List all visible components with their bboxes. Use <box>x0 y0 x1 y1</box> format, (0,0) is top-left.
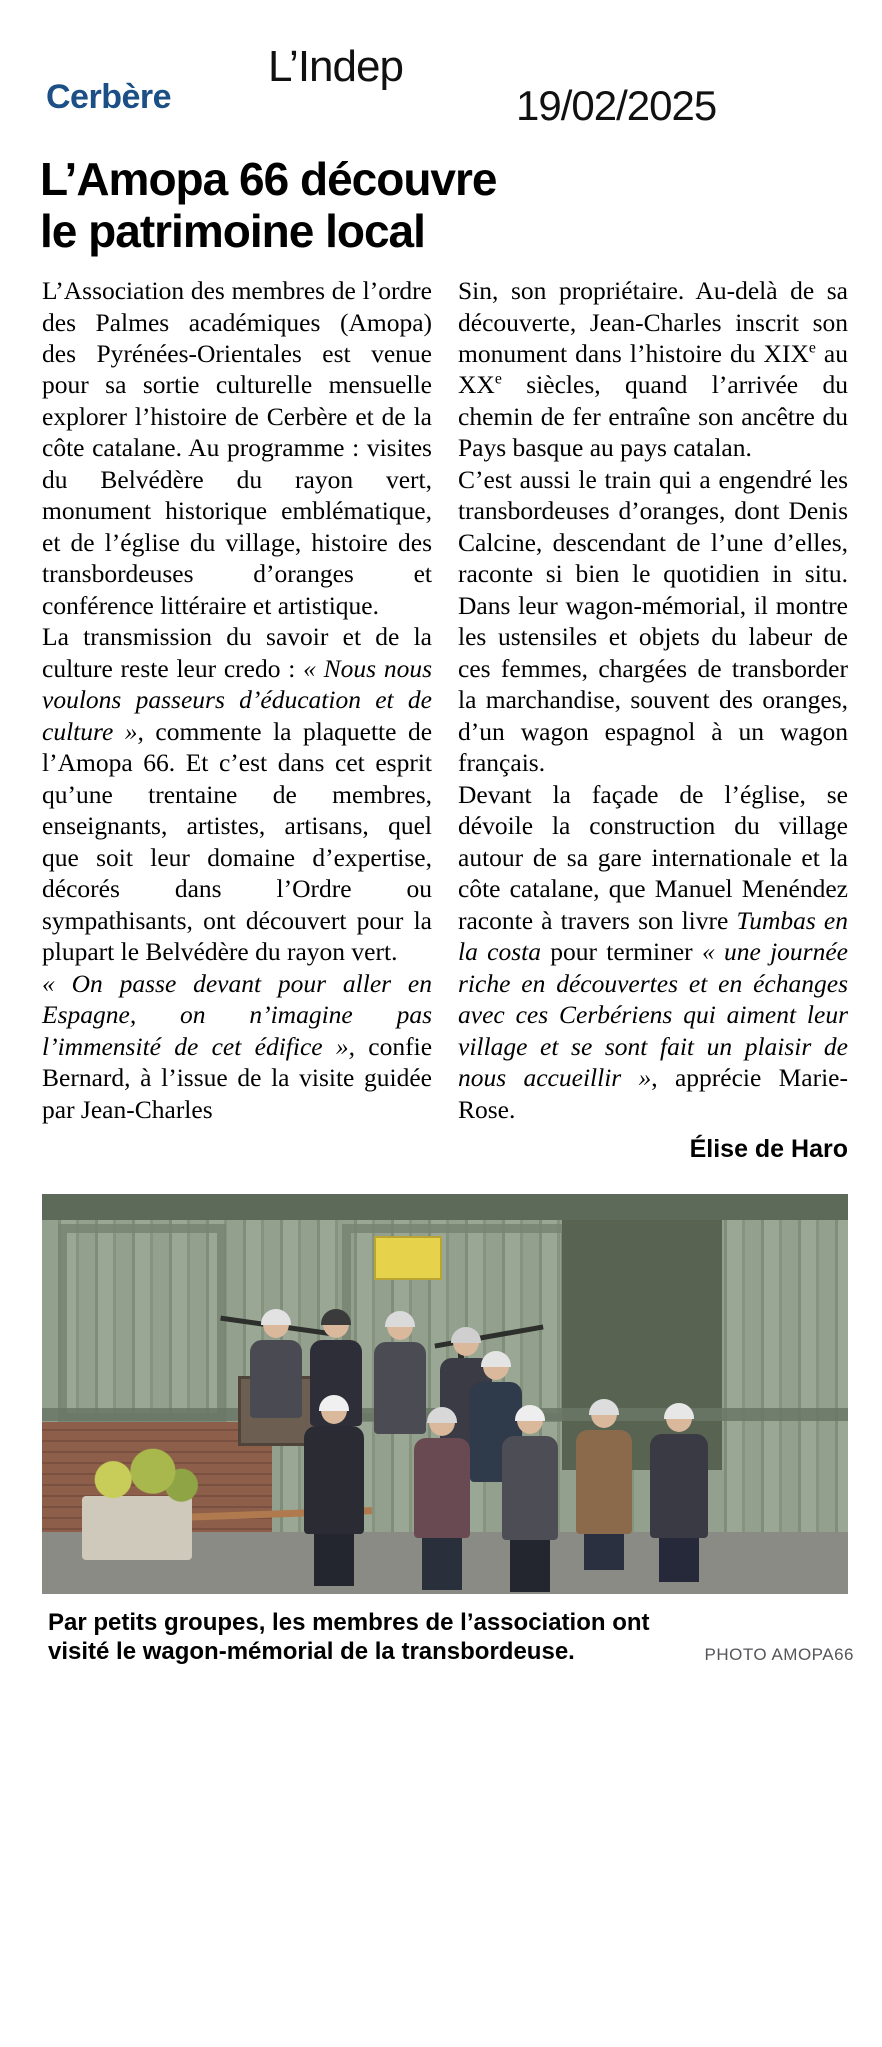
headline-line-1: L’Amopa 66 découvre <box>40 153 497 205</box>
person-figure <box>650 1404 708 1582</box>
pull-quote: « Nous nous voulons passeurs d’éducation et de culture », <box>42 653 433 746</box>
caption-text: Par petits groupes, les membres de l’association ont visité le wagon-mémorial de la transbordeuse. <box>48 1609 650 1666</box>
paragraph: L’Association des membres de l’ordre des Palmes académiques (Amopa) des Pyrénées-Orientales est venue pour sa sortie culturelle mensuelle explorer l’histoire de Cerbère et de la côte catalane. Au programme : visites du Belvédère du rayon vert, monument historique emblématique, et de l’église du village, histoire des transbordeuses d’oranges et conférence littéraire et artistique. <box>42 276 432 620</box>
paragraph-part: pour terminer <box>540 937 702 967</box>
paragraph-part: au XX <box>458 339 848 400</box>
column-right <box>458 275 848 1164</box>
byline: Élise de Haro <box>689 1135 848 1164</box>
wagon-roofline <box>42 1194 848 1220</box>
photo-block <box>42 1194 854 1667</box>
person-figure <box>502 1406 558 1592</box>
headline-line-2: le patrimoine local <box>40 204 425 257</box>
stone-planter <box>82 1496 192 1560</box>
photo-caption <box>48 1608 854 1667</box>
person-figure <box>304 1396 364 1586</box>
paragraph-lead: La transmission du savoir et de la culture reste leur credo : <box>42 622 432 683</box>
person-figure <box>414 1408 470 1590</box>
paragraph <box>42 968 432 1125</box>
wagon-panel-left <box>58 1224 226 1422</box>
page-title <box>40 154 680 257</box>
superscript-ordinal: e <box>494 370 502 388</box>
paragraph: C’est aussi le train qui a engendré les transbordeuses d’oranges, dont Denis Calcine, descendant de l’une d’elles, raconte si bien le quotidien in situ. Dans leur wagon-mémorial, il montre les ustensiles et objets du labeur de ces femmes, chargées de transborder la marchandise, souvent des oranges, d’un wagon espagnol à un wagon français. <box>458 464 848 778</box>
paragraph <box>42 621 432 967</box>
person-figure <box>250 1310 302 1418</box>
article-body <box>36 275 846 1164</box>
publication-name: L’Indep <box>268 42 403 91</box>
paragraph-part: siècles, quand l’arrivée du chemin de fer entraîne son ancêtre du Pays basque au pays catalan. <box>458 370 848 463</box>
column-left <box>42 275 432 1125</box>
book-title: Tumbas en la costa <box>458 905 848 967</box>
paragraph-tail: confie Bernard, à l’issue de la visite guidée par Jean-Charles <box>42 1031 433 1124</box>
article-photo <box>42 1194 848 1594</box>
paragraph <box>458 275 848 464</box>
paragraph-part: Devant la façade de l’église, se dévoile la construction du village autour de sa gare internationale et la côte catalane, que Manuel Menéndez raconte à travers son livre <box>458 779 848 935</box>
paragraph-part: Sin, son propriétaire. Au-delà de sa découverte, Jean-Charles inscrit son monument dans l’histoire du XIX <box>458 276 848 368</box>
pull-quote: « On passe devant pour aller en Espagne, on n’imagine pas l’immensité de cet édifice », <box>42 968 432 1061</box>
paragraph <box>458 779 848 1125</box>
superscript-ordinal: e <box>808 339 816 357</box>
paragraph-part: , apprécie Marie-Rose. <box>458 1063 848 1124</box>
masthead <box>36 30 846 150</box>
issue-date: 19/02/2025 <box>516 82 717 129</box>
paragraph-tail: commente la plaquette de l’Amopa 66. Et c’est dans cet esprit qu’une trentaine de membres, enseignants, artistes, artisans, quel que soit leur domaine d’expertise, décorés dans l’Ordre ou sympathisants, ont découvert pour la plupart le Belvédère du rayon vert. <box>42 716 433 967</box>
locality-kicker: Cerbère <box>46 78 172 116</box>
shrub <box>76 1446 200 1502</box>
yellow-sign <box>374 1236 442 1280</box>
person-figure <box>576 1400 632 1570</box>
pull-quote: « une journée riche en découvertes et en échanges avec ces Cerbériens qui aiment leur village et se sont fait un plaisir de nous accueillir » <box>458 937 848 1093</box>
photo-credit: PHOTO AMOPA66 <box>704 1644 854 1664</box>
